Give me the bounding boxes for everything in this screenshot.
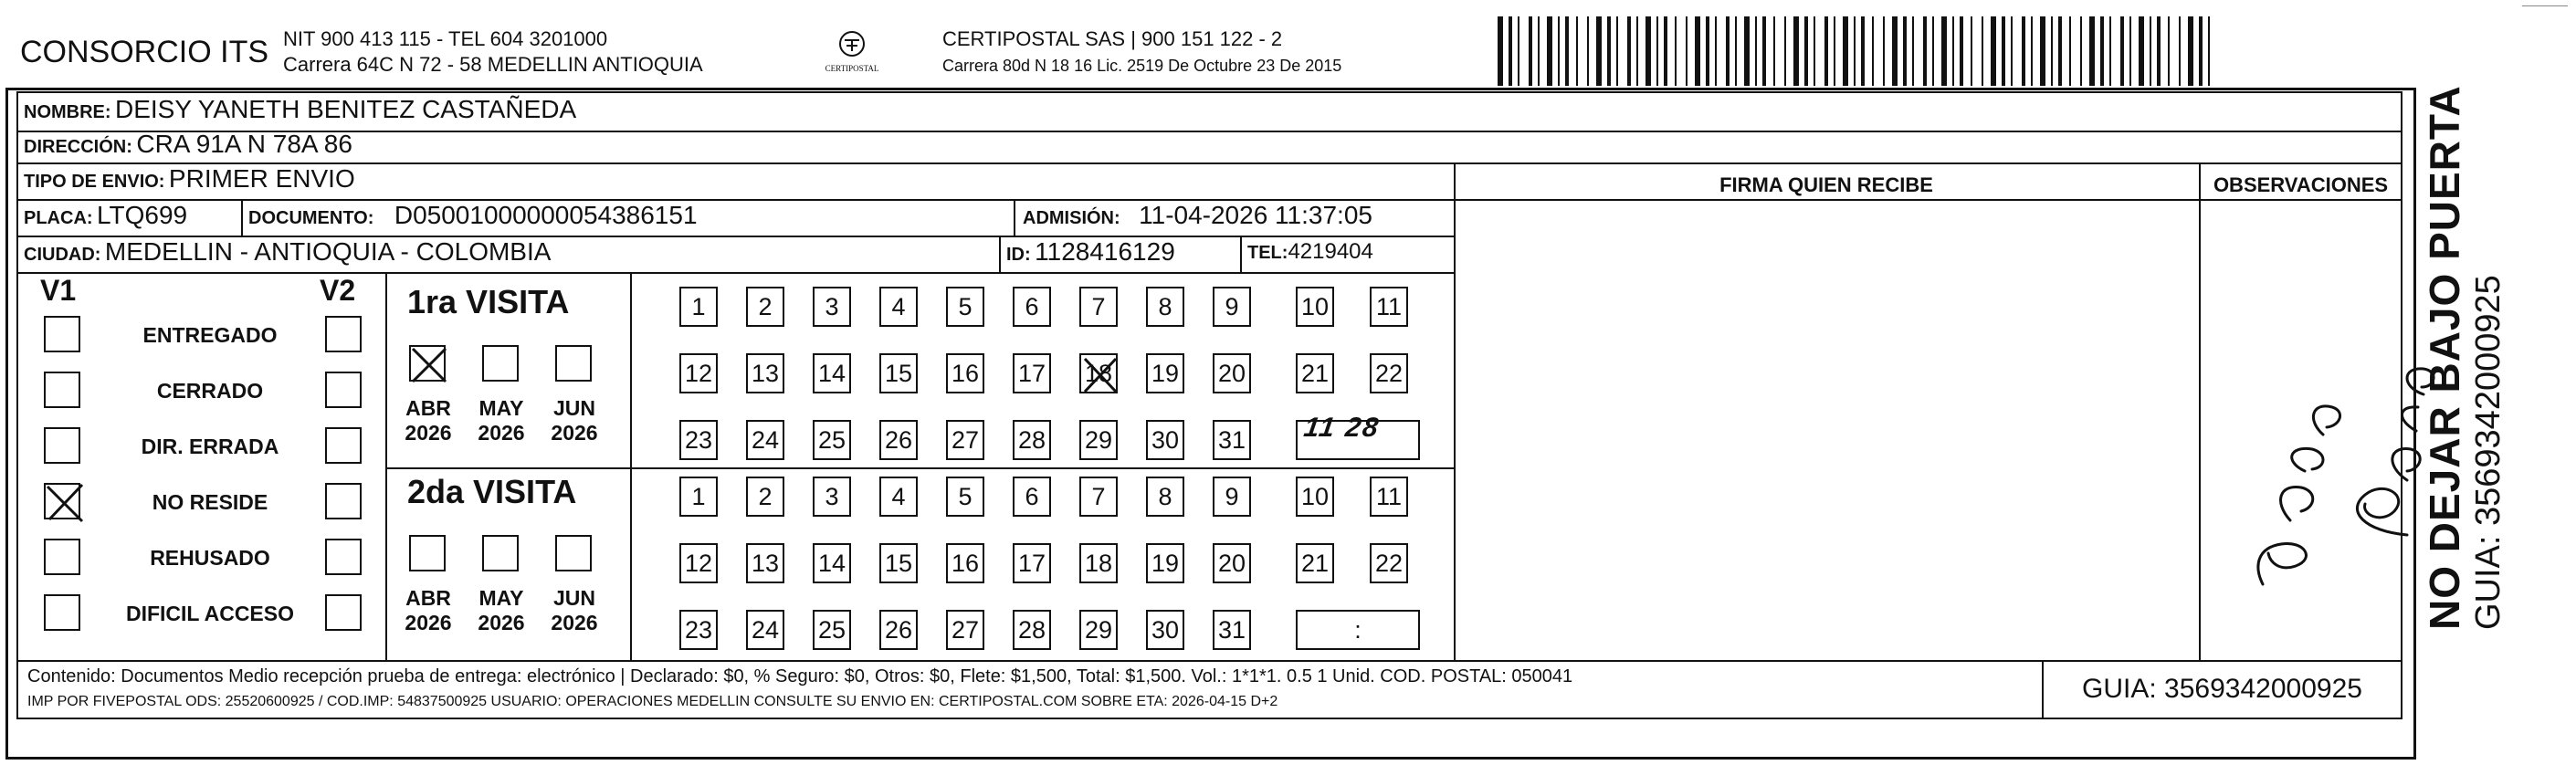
visit-1-day-1[interactable]: 1 — [679, 287, 718, 327]
month-name: ABR — [405, 396, 451, 420]
visit-1-day-2[interactable]: 2 — [746, 287, 784, 327]
col-firma-left — [1454, 162, 1456, 660]
barcode-bar — [1982, 16, 1983, 86]
barcode-bar — [1596, 16, 1602, 86]
month-year: 2026 — [405, 611, 452, 634]
col-months-days — [630, 272, 632, 660]
visit-2-day-4[interactable]: 4 — [879, 477, 918, 517]
barcode-bar — [1576, 16, 1578, 86]
visit-2-day-14[interactable]: 14 — [813, 543, 851, 583]
barcode-bar — [2051, 16, 2053, 86]
side-guia: GUIA: 3569342000925 — [2469, 275, 2508, 630]
documento-value: D05001000000054386151 — [394, 201, 698, 229]
direccion-row — [24, 130, 352, 159]
placa-value: LTQ699 — [97, 201, 188, 229]
barcode-bar — [2011, 16, 2013, 86]
documento-field — [248, 201, 698, 230]
tel-label: TEL: — [1247, 243, 1288, 263]
barcode-bar — [1715, 16, 1717, 86]
barcode-bar — [1912, 16, 1914, 86]
direccion-label: DIRECCIÓN: — [24, 137, 132, 157]
company-nit: NIT 900 413 115 - TEL 604 3201000 — [283, 27, 608, 50]
v1-checkbox-cerrado[interactable] — [44, 372, 80, 408]
barcode-bar — [2080, 16, 2082, 86]
barcode-bar — [1509, 16, 1512, 86]
barcode-bar — [1971, 16, 1972, 86]
footer-contenido: Contenido: Documentos Medio recepción prueba de entrega: electrónico | Declarado: $0, % Seguro: $0, Otros: $0, Flete: $1,500, Total: $1,500. Vol.: 1*1*1. 0.5 1 Unid. COD. POSTAL: 050041 — [27, 666, 1573, 686]
visit-1-day-27[interactable]: 27 — [946, 420, 984, 460]
barcode-bar — [2208, 16, 2210, 86]
visit-2-day-18[interactable]: 18 — [1079, 543, 1118, 583]
barcode-bar — [1892, 16, 1898, 86]
barcode-bar — [2129, 16, 2131, 86]
barcode-bar — [1960, 16, 1963, 86]
day-number: 18 — [1084, 359, 1113, 387]
company-name: CONSORCIO ITS — [20, 35, 269, 69]
col-status-visits — [385, 272, 387, 660]
status-label-no-reside: NO RESIDE — [152, 490, 268, 514]
tel-value: 4219404 — [1288, 239, 1373, 264]
barcode-bar — [1923, 16, 1927, 86]
barcode-bar — [1883, 16, 1885, 86]
admision-value: 11-04-2026 11:37:05 — [1139, 201, 1372, 229]
v2-checkbox-entregado[interactable] — [325, 316, 362, 352]
visit-2-day-23[interactable]: 23 — [679, 610, 718, 650]
ciudad-value: MEDELLIN - ANTIOQUIA - COLOMBIA — [104, 237, 552, 266]
barcode-bar — [1726, 16, 1730, 86]
visit-2-day-1[interactable]: 1 — [679, 477, 718, 517]
status-label-dir-errada: DIR. ERRADA — [141, 435, 279, 458]
visit-1-day-12[interactable]: 12 — [679, 353, 718, 393]
carrier-license: Carrera 80d N 18 16 Lic. 2519 De Octubre 23 De 2015 — [942, 57, 1342, 75]
barcode-bar — [2031, 16, 2033, 86]
tipo-label: TIPO DE ENVIO: — [24, 172, 165, 192]
status-label-cerrado: CERRADO — [156, 379, 264, 403]
barcode-bar — [2157, 16, 2161, 86]
visit-1-month-may[interactable] — [482, 345, 519, 382]
visit-1-title: 1ra VISITA — [407, 283, 570, 320]
direccion-value: CRA 91A N 78A 86 — [136, 130, 352, 158]
visit-1-day-8[interactable]: 8 — [1146, 287, 1184, 327]
status-label-rehusado: REHUSADO — [150, 546, 270, 570]
visit-2-day-13[interactable]: 13 — [746, 543, 784, 583]
footer-guia: GUIA: 3569342000925 — [2082, 674, 2362, 704]
visit-1-day-23[interactable]: 23 — [679, 420, 718, 460]
visit-1-day-5[interactable]: 5 — [946, 287, 984, 327]
barcode-bar — [1834, 16, 1835, 86]
visit-2-month-label — [469, 586, 533, 635]
visit-1-day-28[interactable]: 28 — [1013, 420, 1051, 460]
barcode — [1498, 16, 2228, 86]
barcode-bar — [2188, 16, 2193, 86]
barcode-bar — [2139, 16, 2144, 86]
v2-checkbox-cerrado[interactable] — [325, 372, 362, 408]
barcode-bar — [1607, 16, 1611, 86]
tipo-value: PRIMER ENVIO — [168, 164, 355, 193]
barcode-bar — [1518, 16, 1519, 86]
row-line-5 — [16, 272, 1454, 274]
barcode-bar — [1627, 16, 1631, 86]
visit-1-day-9[interactable]: 9 — [1213, 287, 1251, 327]
barcode-bar — [1932, 16, 1934, 86]
barcode-bar — [2040, 16, 2045, 86]
barcode-bar — [1565, 16, 1569, 86]
visit-2-day-19[interactable]: 19 — [1146, 543, 1184, 583]
visit-2-month-label — [396, 586, 460, 635]
col-doc-adm — [1014, 199, 1015, 236]
visit-2-day-3[interactable]: 3 — [813, 477, 851, 517]
v1-checkbox-dir-errada[interactable] — [44, 427, 80, 464]
barcode-bar — [1843, 16, 1848, 86]
visit-1-day-21[interactable]: 21 — [1296, 353, 1334, 393]
visit-2-day-2[interactable]: 2 — [746, 477, 784, 517]
visit-2-day-26[interactable]: 26 — [879, 610, 918, 650]
barcode-bar — [2022, 16, 2025, 86]
visit-2-month-may[interactable] — [482, 535, 519, 571]
barcode-bar — [1706, 16, 1709, 86]
barcode-bar — [1804, 16, 1808, 86]
barcode-bar — [2100, 16, 2104, 86]
barcode-bar — [1941, 16, 1947, 86]
visit-1-day-25[interactable]: 25 — [813, 420, 851, 460]
company-address: Carrera 64C N 72 - 58 MEDELLIN ANTIOQUIA — [283, 53, 703, 76]
visit-2-day-12[interactable]: 12 — [679, 543, 718, 583]
v2-checkbox-rehusado[interactable] — [325, 539, 362, 575]
visit-2-day-27[interactable]: 27 — [946, 610, 984, 650]
v1-checkbox-no-reside[interactable] — [44, 483, 80, 519]
visit-1-month-label — [469, 396, 533, 445]
row-line-1 — [16, 131, 2403, 132]
visit-1-day-14[interactable]: 14 — [813, 353, 851, 393]
barcode-bar — [1664, 16, 1667, 86]
barcode-bar — [2168, 16, 2170, 86]
month-name: JUN — [552, 396, 595, 420]
barcode-bar — [1675, 16, 1677, 86]
visit-2-day-17[interactable]: 17 — [1013, 543, 1051, 583]
visit-2-day-6[interactable]: 6 — [1013, 477, 1051, 517]
visit-1-day-7[interactable]: 7 — [1079, 287, 1118, 327]
v1-checkbox-rehusado[interactable] — [44, 539, 80, 575]
barcode-bar — [2002, 16, 2005, 86]
tipo-row — [24, 164, 355, 194]
visit-1-day-31[interactable]: 31 — [1213, 420, 1251, 460]
barcode-bar — [1695, 16, 1700, 86]
visit-1-day-13[interactable]: 13 — [746, 353, 784, 393]
visit-2-day-30[interactable]: 30 — [1146, 610, 1184, 650]
x-mark-icon — [1081, 355, 1120, 395]
barcode-bar — [1735, 16, 1737, 86]
visit-1-day-3[interactable]: 3 — [813, 287, 851, 327]
logo-text: CERTIPOSTAL — [825, 64, 879, 73]
col-placa-doc — [241, 199, 243, 236]
v2-checkbox-no-reside[interactable] — [325, 483, 362, 519]
barcode-bar — [2069, 16, 2071, 86]
visit-1-day-22[interactable]: 22 — [1370, 353, 1408, 393]
barcode-bar — [1744, 16, 1750, 86]
visit-1-day-16[interactable]: 16 — [946, 353, 984, 393]
barcode-bar — [2109, 16, 2111, 86]
certipostal-logo — [811, 27, 893, 79]
barcode-bar — [1861, 16, 1865, 86]
admision-field — [1023, 201, 1372, 230]
v2-checkbox-dir-errada[interactable] — [325, 427, 362, 464]
nombre-value: DEISY YANETH BENITEZ CASTAÑEDA — [115, 95, 577, 123]
month-year: 2026 — [551, 421, 598, 445]
visit-1-day-30[interactable]: 30 — [1146, 420, 1184, 460]
visit-2-month-label — [542, 586, 606, 635]
documento-label: DOCUMENTO: — [248, 208, 374, 228]
barcode-bar — [1498, 16, 1503, 86]
visit-2-day-25[interactable]: 25 — [813, 610, 851, 650]
barcode-bar — [1991, 16, 1996, 86]
visit-2-day-20[interactable]: 20 — [1213, 543, 1251, 583]
visit-1-day-24[interactable]: 24 — [746, 420, 784, 460]
id-value: 1128416129 — [1035, 237, 1175, 266]
barcode-bar — [1814, 16, 1815, 86]
row-line-6 — [16, 660, 2403, 662]
barcode-bar — [1824, 16, 1828, 86]
visit-1-month-label — [542, 396, 606, 445]
ciudad-label: CIUDAD: — [24, 245, 101, 265]
barcode-bar — [1529, 16, 1532, 86]
status-label-dificil-acceso: DIFICIL ACCESO — [125, 602, 294, 625]
barcode-bar — [1872, 16, 1874, 86]
month-name: JUN — [552, 586, 595, 610]
barcode-bar — [1636, 16, 1638, 86]
placa-label: PLACA: — [24, 208, 93, 228]
visit-2-day-28[interactable]: 28 — [1013, 610, 1051, 650]
visit-1-month-abr[interactable] — [409, 345, 446, 382]
barcode-bar — [1656, 16, 1658, 86]
barcode-bar — [2150, 16, 2151, 86]
visit-2-day-16[interactable]: 16 — [946, 543, 984, 583]
side-vertical-text — [2420, 85, 2529, 630]
col-obs-left — [2199, 162, 2201, 660]
visit-2-day-7[interactable]: 7 — [1079, 477, 1118, 517]
visit-2-day-24[interactable]: 24 — [746, 610, 784, 650]
handwritten-time-visit-1: 11 28 — [1301, 413, 1383, 443]
month-year: 2026 — [405, 421, 452, 445]
barcode-bar — [1686, 16, 1688, 86]
barcode-bar — [1762, 16, 1766, 86]
visit-1-day-6[interactable]: 6 — [1013, 287, 1051, 327]
carrier-name: CERTIPOSTAL SAS | 900 151 122 - 2 — [942, 27, 1283, 50]
visit-1-day-20[interactable]: 20 — [1213, 353, 1251, 393]
visit-divider — [385, 467, 1454, 469]
barcode-bar — [1538, 16, 1540, 86]
top-dash — [2522, 5, 2568, 6]
id-field — [1006, 237, 1175, 267]
month-name: MAY — [478, 396, 524, 420]
visit-2-day-29[interactable]: 29 — [1079, 610, 1118, 650]
barcode-bar — [1952, 16, 1954, 86]
status-label-entregado: ENTREGADO — [142, 323, 278, 347]
barcode-bar — [2199, 16, 2203, 86]
visit-1-day-11[interactable]: 11 — [1370, 287, 1408, 327]
v2-header: V2 — [320, 274, 356, 307]
visit-2-time-box[interactable]: : — [1296, 610, 1420, 650]
placa-field — [24, 201, 187, 230]
visit-2-day-5[interactable]: 5 — [946, 477, 984, 517]
visit-1-day-15[interactable]: 15 — [879, 353, 918, 393]
visit-2-day-8[interactable]: 8 — [1146, 477, 1184, 517]
barcode-graphic — [1498, 16, 2228, 86]
visit-1-month-jun[interactable] — [555, 345, 592, 382]
col-ciudad-id — [999, 236, 1001, 272]
certipostal-logo-icon — [811, 27, 893, 79]
barcode-bar — [1547, 16, 1552, 86]
x-mark-icon — [409, 345, 449, 385]
visit-2-month-abr[interactable] — [409, 535, 446, 571]
barcode-bar — [1854, 16, 1856, 86]
visit-1-month-label — [396, 396, 460, 445]
month-year: 2026 — [478, 421, 525, 445]
v1-header: V1 — [40, 274, 77, 307]
v1-checkbox-dificil-acceso[interactable] — [44, 594, 80, 631]
barcode-bar — [1558, 16, 1560, 86]
visit-1-day-10[interactable]: 10 — [1296, 287, 1334, 327]
barcode-bar — [2179, 16, 2181, 86]
month-year: 2026 — [551, 611, 598, 634]
nombre-label: NOMBRE: — [24, 102, 111, 122]
v1-checkbox-entregado[interactable] — [44, 316, 80, 352]
visit-2-day-9[interactable]: 9 — [1213, 477, 1251, 517]
month-name: ABR — [405, 586, 451, 610]
no-dejar-bajo-puerta: NO DEJAR BAJO PUERTA — [2421, 85, 2468, 630]
month-year: 2026 — [478, 611, 525, 634]
visit-2-day-22[interactable]: 22 — [1370, 543, 1408, 583]
visit-1-day-18[interactable] — [1079, 353, 1118, 393]
x-mark-icon — [42, 479, 89, 527]
barcode-bar — [1903, 16, 1907, 86]
firma-header: FIRMA QUIEN RECIBE — [1719, 173, 1933, 196]
visit-1-day-29[interactable]: 29 — [1079, 420, 1118, 460]
barcode-bar — [2058, 16, 2062, 86]
barcode-bar — [1587, 16, 1589, 86]
visit-1-day-19[interactable]: 19 — [1146, 353, 1184, 393]
month-name: MAY — [478, 586, 524, 610]
col-id-tel — [1240, 236, 1242, 272]
barcode-bar — [1645, 16, 1651, 86]
barcode-bar — [2089, 16, 2095, 86]
barcode-bar — [1784, 16, 1786, 86]
admision-label: ADMISIÓN: — [1023, 208, 1120, 228]
v2-checkbox-dificil-acceso[interactable] — [325, 594, 362, 631]
nombre-row — [24, 95, 576, 124]
visit-2-day-21[interactable]: 21 — [1296, 543, 1334, 583]
visit-2-month-jun[interactable] — [555, 535, 592, 571]
barcode-bar — [1773, 16, 1775, 86]
footer-imp-info: IMP POR FIVEPOSTAL ODS: 25520600925 / COD.IMP: 54837500925 USUARIO: OPERACIONES MEDELLIN CONSULTE SU ENVIO EN: CERTIPOSTAL.COM SOBRE ETA: 2026-04-15 D+2 — [27, 694, 1278, 709]
barcode-bar — [1616, 16, 1618, 86]
row-line-2 — [16, 162, 2403, 164]
id-label: ID: — [1006, 245, 1031, 265]
tel-field — [1247, 239, 1373, 265]
visit-2-day-15[interactable]: 15 — [879, 543, 918, 583]
ciudad-field — [24, 237, 551, 267]
visit-2-title: 2da VISITA — [407, 473, 577, 510]
visit-2-day-11[interactable]: 11 — [1370, 477, 1408, 517]
visit-2-day-10[interactable]: 10 — [1296, 477, 1334, 517]
barcode-bar — [1755, 16, 1757, 86]
visit-1-day-26[interactable]: 26 — [879, 420, 918, 460]
barcode-bar — [1793, 16, 1799, 86]
visit-1-day-17[interactable]: 17 — [1013, 353, 1051, 393]
barcode-bar — [2120, 16, 2124, 86]
visit-2-day-31[interactable]: 31 — [1213, 610, 1251, 650]
visit-1-day-4[interactable]: 4 — [879, 287, 918, 327]
observaciones-header: OBSERVACIONES — [2213, 173, 2389, 196]
visit-1-time-box[interactable] — [1296, 420, 1420, 460]
